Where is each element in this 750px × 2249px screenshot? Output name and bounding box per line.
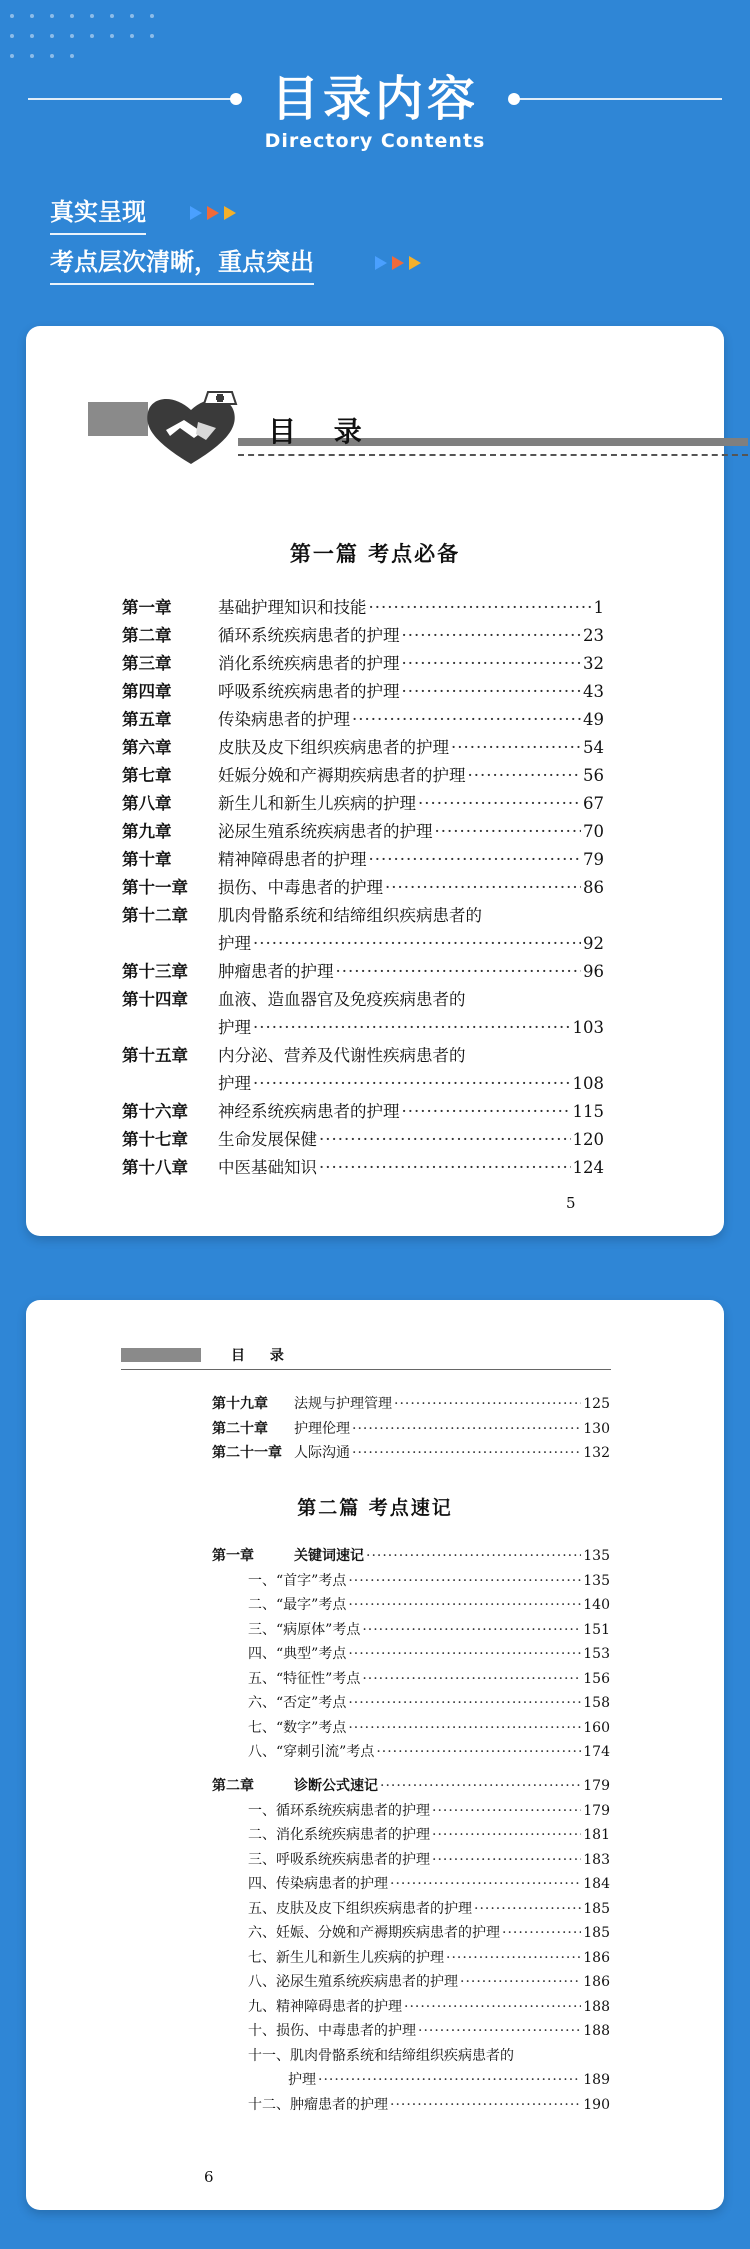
chapter-label: 第二章 (122, 626, 172, 645)
leader-dots (318, 2072, 581, 2088)
chapter-label: 第二十一章 (212, 1445, 282, 1461)
page-ref: 188 (583, 2023, 610, 2039)
page-ref: 56 (583, 766, 604, 785)
chapter-title: 人际沟通 (294, 1445, 350, 1461)
decorative-dots (10, 14, 160, 64)
header-dot-left (230, 93, 242, 105)
subentry-title: 三、呼吸系统疾病患者的护理 (248, 1851, 430, 1868)
toc-entry (212, 1418, 610, 1443)
toc-chapter-entry (212, 1545, 610, 1570)
page-ref: 49 (583, 710, 604, 729)
page-ref: 140 (583, 1597, 610, 1613)
page-ref: 86 (583, 878, 604, 897)
part-2-title: 第二篇 考点速记 (297, 1497, 453, 1519)
chapter-title: 诊断公式速记 (294, 1778, 378, 1794)
leader-dots (352, 710, 581, 729)
subentry-title: 二、消化系统疾病患者的护理 (248, 1827, 430, 1843)
tag-real (50, 192, 146, 227)
chapter-title-cont: 护理 (218, 1018, 251, 1037)
leader-dots (460, 1974, 581, 1990)
chapter-title: 关键词速记 (294, 1548, 364, 1564)
page-ref: 183 (583, 1851, 610, 1868)
leader-dots (446, 1950, 581, 1966)
subentry-title: 五、皮肤及皮下组织疾病患者的护理 (248, 1900, 472, 1917)
toc-page-2 (26, 1300, 724, 2210)
page-ref: 124 (572, 1158, 604, 1177)
toc-entry (122, 818, 604, 846)
page-ref: 130 (583, 1420, 610, 1437)
chapter-label: 第十一章 (122, 878, 188, 897)
toc-entry (122, 790, 604, 818)
toc-chapter-entry (212, 1775, 610, 1800)
leader-dots (253, 1074, 571, 1093)
leader-dots (253, 934, 581, 953)
page-ref: 160 (583, 1719, 610, 1736)
tag-clear (50, 242, 314, 277)
page-ref: 54 (583, 738, 604, 757)
toc-entry (122, 734, 604, 762)
page-ref: 184 (583, 1876, 610, 1892)
leader-dots (402, 654, 582, 673)
subentry-title: 九、精神障碍患者的护理 (248, 1998, 402, 2015)
header-title: 目录内容 (270, 71, 479, 127)
leader-dots (362, 1671, 581, 1687)
toc-subentry (212, 1824, 610, 1849)
chapter-title: 损伤、中毒患者的护理 (218, 878, 383, 897)
page-ref: 190 (583, 2096, 610, 2113)
leader-dots (418, 2023, 581, 2039)
toc-subentry (212, 1643, 610, 1668)
subentry-title: 一、“首字”考点 (248, 1572, 347, 1589)
page-ref: 179 (583, 1778, 610, 1794)
running-header-text: 目 录 (231, 1348, 294, 1364)
page-ref: 179 (583, 1802, 610, 1819)
toc-subentry (212, 1996, 610, 2021)
toc-entry (122, 706, 604, 734)
toc-subentry (212, 1717, 610, 1742)
mulu-title: 目 录 (268, 415, 376, 448)
toc-subentry (212, 1947, 610, 1972)
leader-dots (432, 1827, 581, 1843)
toc-subentry (212, 1922, 610, 1947)
leader-dots (362, 1622, 581, 1638)
page-ref: 185 (583, 1925, 610, 1941)
toc-page-1 (26, 326, 724, 1236)
leader-dots (402, 682, 582, 701)
toc-list-chapter1 (212, 1545, 610, 1766)
page-ref: 189 (583, 2072, 610, 2088)
leader-dots (432, 1852, 581, 1868)
leader-dots (380, 1778, 581, 1794)
subentry-title: 四、传染病患者的护理 (248, 1876, 388, 1892)
toc-entry (122, 650, 604, 678)
page-ref: 108 (572, 1074, 604, 1093)
chapter-title: 皮肤及皮下组织疾病患者的护理 (218, 738, 449, 757)
chapter-title: 肿瘤患者的护理 (218, 962, 334, 981)
chapter-label: 第一章 (212, 1548, 254, 1564)
subentry-title: 五、“特征性”考点 (248, 1670, 361, 1687)
header (0, 64, 750, 152)
leader-dots (390, 1876, 581, 1892)
toc-subentry (212, 1594, 610, 1619)
chapter-title: 中医基础知识 (218, 1158, 317, 1177)
toc-subentry (212, 1692, 610, 1717)
chapter-title: 消化系统疾病患者的护理 (218, 654, 400, 673)
chapter-title: 神经系统疾病患者的护理 (218, 1102, 400, 1121)
chapter-title: 泌尿生殖系统疾病患者的护理 (218, 822, 433, 841)
toc-entry (122, 902, 604, 930)
leader-dots (348, 1573, 581, 1589)
page-ref: 120 (572, 1130, 604, 1149)
toc-subentry (212, 1873, 610, 1898)
chapter-label: 第九章 (122, 822, 172, 841)
subentry-title: 三、“病原体”考点 (248, 1621, 361, 1638)
page-ref: 158 (583, 1695, 610, 1711)
leader-dots (404, 1999, 581, 2015)
tag-clear-text: 考点层次清晰，重点突出 (50, 248, 314, 276)
toc-subentry (212, 1619, 610, 1644)
page-ref: 135 (583, 1572, 610, 1589)
chapter-label: 第七章 (122, 766, 172, 785)
toc-subentry (212, 1849, 610, 1874)
page-ref: 151 (583, 1621, 610, 1638)
chapter-title: 循环系统疾病患者的护理 (218, 626, 400, 645)
subentry-title: 八、“穿刺引流”考点 (248, 1744, 375, 1760)
page-ref: 174 (583, 1744, 610, 1760)
toc-entry (122, 958, 604, 986)
toc-entry-continuation (122, 1070, 604, 1098)
page-ref: 125 (583, 1396, 610, 1412)
chapter-title-cont: 护理 (218, 1074, 251, 1093)
page-ref: 70 (583, 822, 604, 841)
tag-real-text: 真实呈现 (50, 198, 146, 226)
toc-entry (122, 594, 604, 622)
chapter-label: 第十四章 (122, 990, 188, 1009)
toc-subentry (212, 2020, 610, 2045)
chapter-label: 第十章 (122, 850, 172, 869)
page-ref: 132 (583, 1445, 610, 1461)
toc-entry (212, 1393, 610, 1418)
page-ref: 92 (583, 934, 604, 953)
toc-entry (122, 678, 604, 706)
page-ref: 153 (583, 1646, 610, 1662)
chapter-title: 护理伦理 (294, 1420, 350, 1437)
toc-list-part1 (122, 594, 604, 1182)
leader-dots (336, 962, 582, 981)
toc-entry (122, 874, 604, 902)
page-ref: 23 (583, 626, 604, 645)
page-ref: 32 (583, 654, 604, 673)
leader-dots (348, 1646, 581, 1662)
subentry-title: 六、“否定”考点 (248, 1695, 347, 1711)
subentry-title: 二、“最字”考点 (248, 1597, 347, 1613)
subentry-title: 七、“数字”考点 (248, 1719, 347, 1736)
toc-subentry (212, 2045, 610, 2070)
page-ref: 181 (583, 1827, 610, 1843)
subentry-title: 四、“典型”考点 (248, 1646, 347, 1662)
leader-dots (451, 738, 581, 757)
page-ref: 185 (583, 1900, 610, 1917)
chapter-label: 第十八章 (122, 1158, 188, 1177)
chapter-title: 妊娠分娩和产褥期疾病患者的护理 (218, 766, 466, 785)
header-dot-right (508, 93, 520, 105)
toc-entry (122, 622, 604, 650)
leader-dots (366, 1548, 581, 1564)
chapter-label: 第十三章 (122, 962, 188, 981)
chapter-label: 第八章 (122, 794, 172, 813)
leader-dots (390, 2097, 581, 2113)
header-line-left (28, 98, 233, 100)
leader-dots (402, 626, 582, 645)
toc-entry (122, 1098, 604, 1126)
page-ref: 186 (583, 1974, 610, 1990)
toc-entry-continuation (122, 1014, 604, 1042)
leader-dots (319, 1130, 571, 1149)
toc-entry (122, 1042, 604, 1070)
page-ref: 186 (583, 1949, 610, 1966)
chapter-label: 第一章 (122, 598, 172, 617)
header-line-right (517, 98, 722, 100)
chapter-title: 肌肉骨骼系统和结缔组织疾病患者的 (218, 906, 482, 925)
toc-subentry (212, 2094, 610, 2119)
chapter-title: 生命发展保健 (218, 1130, 317, 1149)
running-header-bar (121, 1348, 201, 1362)
chapter-title: 基础护理知识和技能 (218, 598, 367, 617)
toc-entry (122, 1126, 604, 1154)
subentry-title: 十、损伤、中毒患者的护理 (248, 2023, 416, 2039)
page-ref: 67 (583, 794, 604, 813)
subentry-title: 六、妊娠、分娩和产褥期疾病患者的护理 (248, 1925, 500, 1941)
leader-dots (432, 1803, 581, 1819)
chapter-label: 第十七章 (122, 1130, 188, 1149)
header-subtitle: Directory Contents (264, 130, 486, 152)
subentry-title: 十二、肿瘤患者的护理 (248, 2096, 388, 2113)
toc-list-chapter2 (212, 1775, 610, 2118)
page-ref: 115 (572, 1102, 604, 1121)
chapter-label: 第四章 (122, 682, 172, 701)
page-ref: 96 (583, 962, 604, 981)
leader-dots (402, 1102, 571, 1121)
leader-dots (369, 850, 582, 869)
leader-dots (319, 1158, 571, 1177)
toc-list-cont (212, 1393, 610, 1467)
leader-dots (385, 878, 581, 897)
toc-subentry (212, 1898, 610, 1923)
tag-clear-underline (50, 283, 314, 285)
leader-dots (502, 1925, 581, 1941)
part-1-title: 第一篇 考点必备 (289, 541, 461, 566)
leader-dots (435, 822, 582, 841)
leader-dots (348, 1597, 581, 1613)
arrow-icons (375, 248, 426, 276)
toc-entry (212, 1442, 610, 1467)
chapter-title: 内分泌、营养及代谢性疾病患者的 (218, 1046, 466, 1065)
page-number: 6 (204, 2168, 214, 2186)
leader-dots (253, 1018, 571, 1037)
subentry-title-cont: 护理 (288, 2072, 316, 2088)
toc-subentry (212, 1800, 610, 1825)
toc-entry (122, 986, 604, 1014)
running-header-line (121, 1369, 611, 1370)
mulu-dash-line (238, 454, 748, 456)
running-header (121, 1345, 611, 1369)
chapter-title: 法规与护理管理 (294, 1396, 392, 1412)
leader-dots (418, 794, 581, 813)
subentry-title: 一、循环系统疾病患者的护理 (248, 1802, 430, 1819)
chapter-label: 第十二章 (122, 906, 188, 925)
chapter-label: 第二章 (212, 1778, 254, 1794)
leader-dots (376, 1744, 581, 1760)
page-ref: 43 (583, 682, 604, 701)
page-ref: 103 (572, 1018, 604, 1037)
page-ref: 188 (583, 1998, 610, 2015)
arrow-icons (190, 198, 241, 226)
toc-subentry-continuation (212, 2069, 610, 2094)
chapter-label: 第十九章 (212, 1396, 268, 1412)
chapter-title: 传染病患者的护理 (218, 710, 350, 729)
toc-subentry (212, 1668, 610, 1693)
mulu-heading-block (88, 388, 668, 468)
leader-dots (352, 1445, 581, 1461)
subentry-title: 十一、肌肉骨骼系统和结缔组织疾病患者的 (248, 2047, 514, 2064)
toc-entry (122, 846, 604, 874)
leader-dots (369, 598, 592, 617)
chapter-title: 血液、造血器官及免疫疾病患者的 (218, 990, 466, 1009)
toc-entry (122, 762, 604, 790)
chapter-label: 第二十章 (212, 1420, 268, 1437)
leader-dots (352, 1421, 581, 1437)
page-ref: 79 (583, 850, 604, 869)
tag-real-underline (50, 233, 146, 235)
leader-dots (348, 1720, 581, 1736)
subentry-title: 七、新生儿和新生儿疾病的护理 (248, 1949, 444, 1966)
nurse-heart-handshake-icon (136, 388, 246, 468)
leader-dots (348, 1695, 581, 1711)
chapter-label: 第十五章 (122, 1046, 188, 1065)
chapter-title: 新生儿和新生儿疾病的护理 (218, 794, 416, 813)
page-ref: 135 (583, 1548, 610, 1564)
leader-dots (394, 1396, 581, 1412)
chapter-title: 精神障碍患者的护理 (218, 850, 367, 869)
chapter-label: 第三章 (122, 654, 172, 673)
toc-entry (122, 1154, 604, 1182)
chapter-title-cont: 护理 (218, 934, 251, 953)
page-ref: 156 (583, 1670, 610, 1687)
toc-subentry (212, 1570, 610, 1595)
chapter-label: 第六章 (122, 738, 172, 757)
page-number: 5 (566, 1194, 576, 1212)
chapter-label: 第五章 (122, 710, 172, 729)
leader-dots (468, 766, 582, 785)
toc-entry-continuation (122, 930, 604, 958)
subentry-title: 八、泌尿生殖系统疾病患者的护理 (248, 1974, 458, 1990)
toc-subentry (212, 1741, 610, 1766)
leader-dots (474, 1901, 581, 1917)
chapter-label: 第十六章 (122, 1102, 188, 1121)
page-ref: 1 (593, 598, 604, 617)
toc-subentry (212, 1971, 610, 1996)
chapter-title: 呼吸系统疾病患者的护理 (218, 682, 400, 701)
